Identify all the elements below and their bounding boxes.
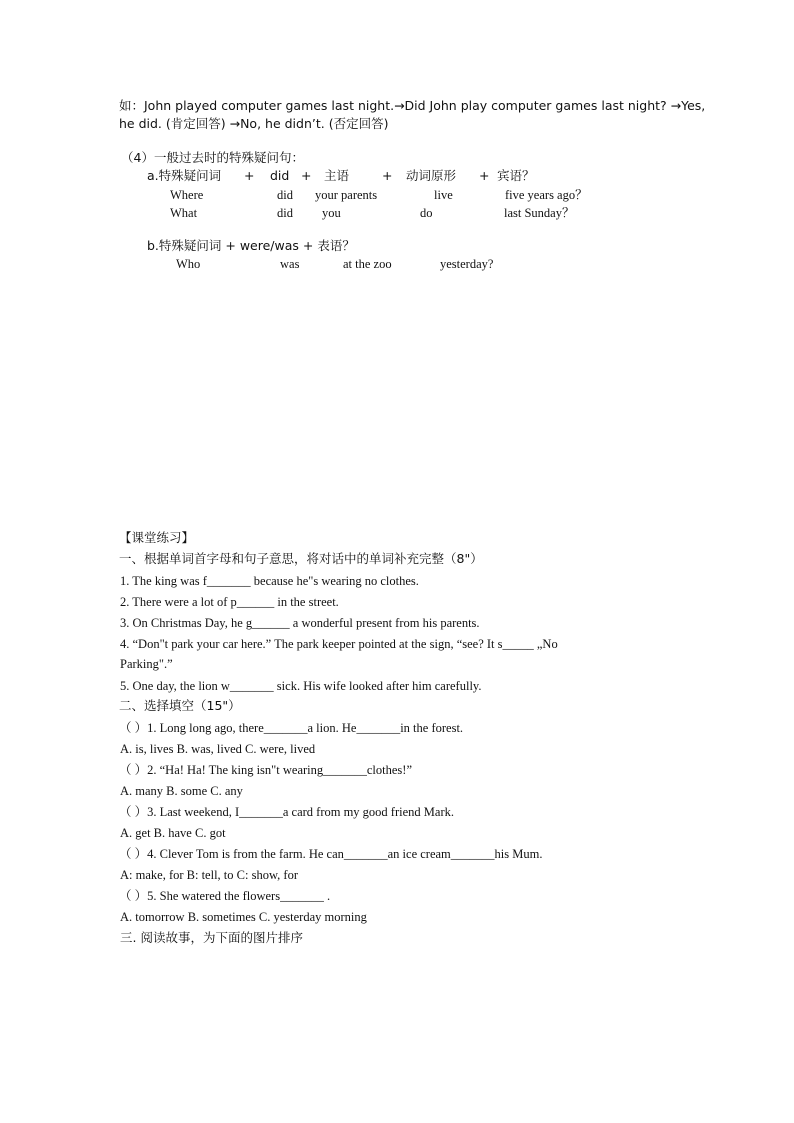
choice-question: （ ）1. Long long ago, there_______a lion. He_______in the forest. xyxy=(119,721,464,735)
formula-a-part: 动词原形 xyxy=(406,168,457,183)
example-line-2: he did. (肯定回答) →No, he didn’t. (否定回答) xyxy=(119,116,389,131)
row-cell: you xyxy=(322,206,341,220)
row-cell: live xyxy=(434,188,453,202)
example-line-1: 如：John played computer games last night.→Did John play computer games last night? →Yes, xyxy=(119,98,706,113)
fill-blank-item: 5. One day, the lion w_______ sick. His wife looked after him carefully. xyxy=(120,679,482,693)
fill-blank-item: 4. “Don"t park your car here.” The park keeper pointed at the sign, “see? It s_____ „No xyxy=(120,637,558,651)
practice-title: 【课堂练习】 xyxy=(119,530,195,545)
special-question-heading: （4）一般过去时的特殊疑问句： xyxy=(121,150,304,165)
row-cell: Where xyxy=(170,188,204,202)
fill-blank-item: Parking".” xyxy=(120,657,173,671)
row-cell: did xyxy=(277,206,293,220)
row-cell: at the zoo xyxy=(343,257,392,271)
choice-options: A. get B. have C. got xyxy=(120,826,226,840)
part2-heading: 二、选择填空（15"） xyxy=(119,698,241,713)
fill-blank-item: 1. The king was f_______ because he"s wearing no clothes. xyxy=(120,574,419,588)
row-cell: Who xyxy=(176,257,201,271)
formula-a-part: + xyxy=(479,168,490,183)
part3-heading: 三. 阅读故事，为下面的图片排序 xyxy=(120,930,303,945)
formula-a-part: + xyxy=(382,168,393,183)
choice-question: （ ）2. “Ha! Ha! The king isn"t wearing_______clothes!” xyxy=(119,763,412,777)
formula-a-part: + xyxy=(301,168,312,183)
choice-question: （ ）4. Clever Tom is from the farm. He can_______an ice cream_______his Mum. xyxy=(119,847,543,861)
row-cell: yesterday? xyxy=(440,257,494,271)
formula-a-part: + xyxy=(244,168,255,183)
formula-b: b.特殊疑问词 + were/was + 表语？ xyxy=(147,238,355,253)
row-cell: do xyxy=(420,206,433,220)
row-cell: was xyxy=(280,257,300,271)
row-cell: did xyxy=(277,188,293,202)
row-cell: your parents xyxy=(315,188,378,202)
formula-a-part: a.特殊疑问词 xyxy=(147,168,222,183)
part1-heading: 一、根据单词首字母和句子意思，将对话中的单词补充完整（8"） xyxy=(119,551,483,566)
choice-question: （ ）3. Last weekend, I_______a card from my good friend Mark. xyxy=(119,805,454,819)
formula-a-part: 主语 xyxy=(324,168,350,183)
row-cell: last Sunday？ xyxy=(504,206,575,220)
choice-question: （ ）5. She watered the flowers_______ . xyxy=(119,889,331,903)
choice-options: A. many B. some C. any xyxy=(120,784,243,798)
choice-options: A. is, lives B. was, lived C. were, lived xyxy=(120,742,316,756)
row-cell: five years ago？ xyxy=(505,188,588,202)
formula-a-part: 宾语？ xyxy=(497,168,535,183)
fill-blank-item: 3. On Christmas Day, he g______ a wonderful present from his parents. xyxy=(120,616,480,630)
row-cell: What xyxy=(170,206,198,220)
choice-options: A: make, for B: tell, to C: show, for xyxy=(120,868,298,882)
formula-a-part: did xyxy=(270,168,290,183)
choice-options: A. tomorrow B. sometimes C. yesterday morning xyxy=(120,910,367,924)
fill-blank-item: 2. There were a lot of p______ in the street. xyxy=(120,595,339,609)
